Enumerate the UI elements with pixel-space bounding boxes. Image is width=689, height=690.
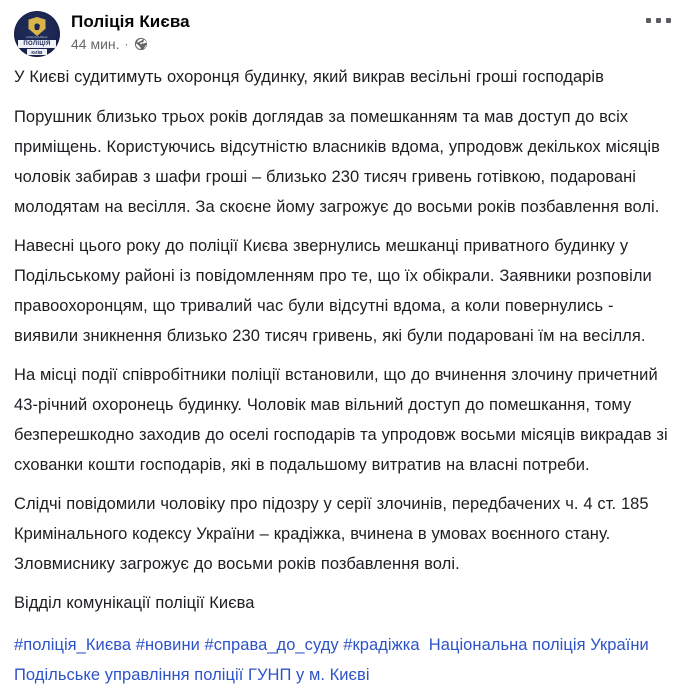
meta-separator: · — [124, 37, 129, 51]
post-signature: Відділ комунікації поліції Києва — [14, 594, 255, 612]
post-paragraph-1: Порушник близько трьох років доглядав за помешканням та мав доступ до всіх приміщень. Користуючись відсутністю власників вдома, упродовж декількох місяців чоловік забирав з шафи гроші – близько 230 тисяч гривень готівкою, подаровані молодятам на весілля. За скоєне йому загрожує до восьми років позбавлення волі. — [14, 108, 660, 216]
post-timestamp[interactable]: 44 мин. — [71, 36, 120, 52]
post-paragraph-3: На місці події співробітники поліції встановили, що до вчинення злочину причетний 43-річний охоронець будинку. Чоловік мав вільний доступ до помешкання, тому безперешкодно заходив до оселі господарів та упродовж восьми місяців викрадав зі схованки кошти господарів, які в подальшому витратив на власні потреби. — [14, 366, 668, 474]
globe-icon[interactable] — [134, 37, 148, 51]
hashtag-kradizhka[interactable]: #крадіжка — [343, 636, 420, 654]
post-tags-block — [14, 630, 675, 690]
post-paragraph-2: Навесні цього року до поліції Києва звернулись мешканці приватного будинку у Подільському районі із повідомленням про те, що їх обікрали. Заявники розповіли правоохоронцям, що тривалий час були відсутні вдома, а коли повернулись - виявили зникнення близько 230 тисяч гривень, які були подаровані їм на весілля. — [14, 237, 652, 345]
post-header — [0, 0, 689, 62]
avatar-micro-text: НАЦІОНАЛЬНА — [26, 36, 48, 39]
page-name[interactable]: Поліція Києва — [71, 12, 190, 31]
menu-dot — [646, 18, 651, 23]
post-body — [0, 62, 689, 690]
badge-shield-icon — [29, 17, 46, 36]
mention-podilske-upravlinnya[interactable]: Подільське управління поліції ГУНП у м. Києві — [14, 666, 370, 684]
hashtag-novyny[interactable]: #новини — [135, 636, 200, 654]
mention-natsionalna-politsiya-ukrainy[interactable]: Національна поліція України — [428, 636, 649, 654]
post-headline: У Києві судитимуть охоронця будинку, який викрав весільні гроші господарів — [14, 68, 604, 86]
post-meta-row — [71, 36, 190, 52]
post-header-text — [71, 11, 190, 52]
menu-dot — [656, 18, 661, 23]
avatar-band-secondary: КИЇВ — [27, 49, 47, 55]
police-emblem-avatar[interactable] — [14, 11, 60, 57]
three-dots-menu-icon[interactable] — [646, 18, 671, 23]
hashtag-policia-kyeva[interactable]: #поліція_Києва — [14, 636, 132, 654]
menu-dot — [666, 18, 671, 23]
avatar-band-primary: ПОЛІЦІЯ — [18, 40, 56, 48]
hashtag-sprava-do-sudu[interactable]: #справа_до_суду — [204, 636, 339, 654]
tag-space — [420, 636, 429, 654]
post-paragraph-4: Слідчі повідомили чоловіку про підозру у серії злочинів, передбачених ч. 4 ст. 185 Кримінального кодексу України – крадіжка, вчинена в умовах воєнного стану. Зловмиснику загрожує до восьми років позбавлення волі. — [14, 495, 649, 573]
